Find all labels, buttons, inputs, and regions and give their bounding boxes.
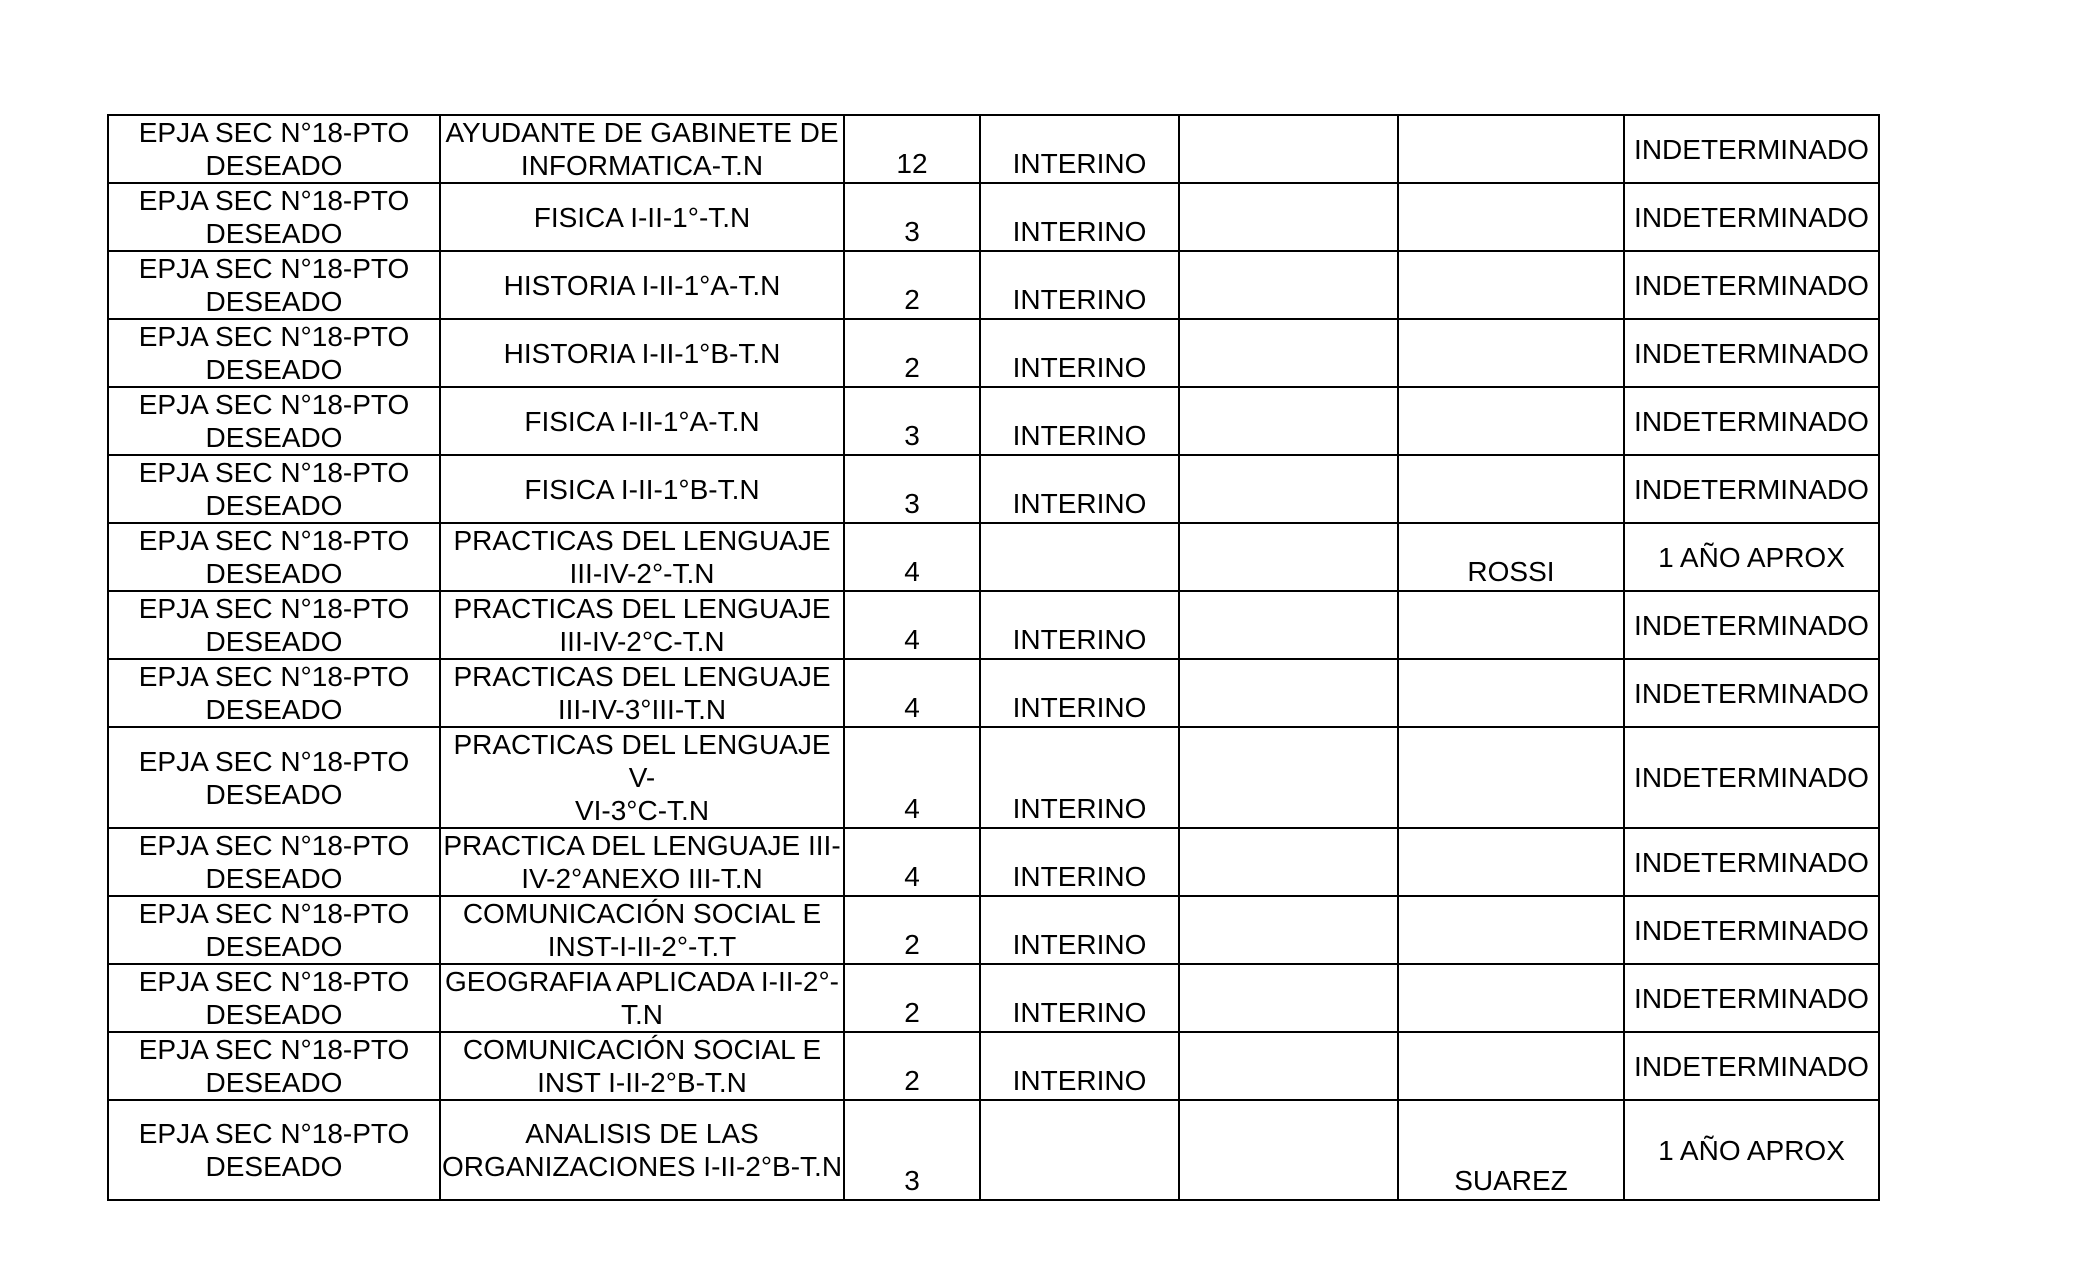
name-value	[1399, 825, 1623, 827]
table-row	[108, 659, 1879, 727]
empty-cell	[1179, 659, 1398, 727]
duration-cell: INDETERMINADO	[1624, 115, 1879, 183]
status-cell	[980, 115, 1179, 183]
empty-cell	[1179, 1100, 1398, 1200]
subject-cell	[440, 251, 844, 319]
status-value: INTERINO	[1012, 861, 1147, 892]
duration-cell: INDETERMINADO	[1624, 828, 1879, 896]
status-value: INTERINO	[1012, 488, 1147, 519]
hours-value: 3	[904, 488, 920, 519]
name-value: ROSSI	[1467, 556, 1555, 587]
duration-cell: INDETERMINADO	[1624, 1032, 1879, 1100]
status-value: INTERINO	[1012, 420, 1147, 451]
name-cell	[1398, 1032, 1624, 1100]
table-row	[108, 896, 1879, 964]
name-value	[1399, 384, 1623, 386]
status-cell	[980, 964, 1179, 1032]
duration-cell: 1 AÑO APROX	[1624, 1100, 1879, 1200]
subject-line-1: COMUNICACIÓN SOCIAL E	[462, 898, 822, 929]
hours-value: 4	[904, 793, 920, 824]
hours-value: 3	[904, 1165, 920, 1196]
status-cell	[980, 659, 1179, 727]
subject-line-1: HISTORIA I-II-1°A-T.N	[503, 269, 781, 301]
table-row	[108, 591, 1879, 659]
hours-cell	[844, 523, 980, 591]
subject-line-1: PRACTICAS DEL LENGUAJE	[453, 525, 831, 556]
name-cell	[1398, 828, 1624, 896]
status-value	[981, 1197, 1178, 1199]
table-row	[108, 387, 1879, 455]
name-value	[1399, 961, 1623, 963]
school-cell: EPJA SEC N°18-PTO DESEADO	[108, 727, 440, 828]
name-value	[1399, 1097, 1623, 1099]
table-row	[108, 183, 1879, 251]
hours-cell	[844, 964, 980, 1032]
subject-line-2: III-IV-3°III-T.N	[557, 694, 727, 725]
empty-cell	[1179, 1032, 1398, 1100]
table-row	[108, 115, 1879, 183]
subject-line-2: INST I-II-2°B-T.N	[537, 1067, 747, 1098]
empty-cell	[1179, 896, 1398, 964]
subject-cell	[440, 1100, 844, 1200]
name-cell	[1398, 115, 1624, 183]
name-cell	[1398, 1100, 1624, 1200]
table-row	[108, 523, 1879, 591]
hours-value: 3	[904, 216, 920, 247]
duration-cell: INDETERMINADO	[1624, 251, 1879, 319]
hours-cell	[844, 387, 980, 455]
hours-cell	[844, 183, 980, 251]
table-row	[108, 1100, 1879, 1200]
status-value	[981, 588, 1178, 590]
hours-value: 12	[896, 148, 928, 179]
duration-cell: INDETERMINADO	[1624, 727, 1879, 828]
empty-cell	[1179, 964, 1398, 1032]
school-cell: EPJA SEC N°18-PTO DESEADO	[108, 828, 440, 896]
status-cell	[980, 828, 1179, 896]
subject-line-1: FISICA I-II-1°B-T.N	[524, 473, 760, 505]
name-value	[1399, 724, 1623, 726]
subject-line-1: PRACTICAS DEL LENGUAJE	[453, 661, 831, 692]
status-value: INTERINO	[1012, 352, 1147, 383]
subject-line-2: INST-I-II-2°-T.T	[547, 931, 737, 962]
name-cell	[1398, 659, 1624, 727]
subject-cell	[440, 896, 844, 964]
status-cell	[980, 523, 1179, 591]
vacancy-table	[107, 114, 1880, 1201]
subject-cell	[440, 1032, 844, 1100]
name-cell	[1398, 387, 1624, 455]
subject-line-1: FISICA I-II-1°-T.N	[533, 201, 751, 233]
subject-line-2: VI-3°C-T.N	[574, 795, 710, 826]
status-cell	[980, 455, 1179, 523]
school-cell: EPJA SEC N°18-PTO DESEADO	[108, 659, 440, 727]
name-cell	[1398, 251, 1624, 319]
school-cell: EPJA SEC N°18-PTO DESEADO	[108, 455, 440, 523]
status-value: INTERINO	[1012, 793, 1147, 824]
hours-cell	[844, 1032, 980, 1100]
subject-cell	[440, 387, 844, 455]
hours-value: 2	[904, 929, 920, 960]
school-cell: EPJA SEC N°18-PTO DESEADO	[108, 115, 440, 183]
name-cell	[1398, 455, 1624, 523]
status-value: INTERINO	[1012, 929, 1147, 960]
status-value: INTERINO	[1012, 284, 1147, 315]
duration-cell: INDETERMINADO	[1624, 591, 1879, 659]
empty-cell	[1179, 455, 1398, 523]
empty-cell	[1179, 251, 1398, 319]
name-cell	[1398, 896, 1624, 964]
name-cell	[1398, 727, 1624, 828]
name-value	[1399, 452, 1623, 454]
subject-cell	[440, 183, 844, 251]
subject-cell	[440, 115, 844, 183]
name-value	[1399, 893, 1623, 895]
hours-cell	[844, 251, 980, 319]
hours-cell	[844, 896, 980, 964]
table-row	[108, 251, 1879, 319]
name-value	[1399, 520, 1623, 522]
table-row	[108, 455, 1879, 523]
status-value: INTERINO	[1012, 692, 1147, 723]
status-cell	[980, 319, 1179, 387]
status-cell	[980, 727, 1179, 828]
hours-value: 4	[904, 692, 920, 723]
subject-line-1: COMUNICACIÓN SOCIAL E	[462, 1034, 822, 1065]
hours-cell	[844, 659, 980, 727]
hours-value: 4	[904, 556, 920, 587]
empty-cell	[1179, 387, 1398, 455]
subject-line-1: PRACTICA DEL LENGUAJE III-	[443, 830, 841, 861]
subject-cell	[440, 964, 844, 1032]
subject-cell	[440, 659, 844, 727]
status-cell	[980, 591, 1179, 659]
subject-line-1: PRACTICAS DEL LENGUAJE	[453, 593, 831, 624]
name-cell	[1398, 964, 1624, 1032]
subject-cell	[440, 828, 844, 896]
empty-cell	[1179, 319, 1398, 387]
status-value: INTERINO	[1012, 216, 1147, 247]
school-cell: EPJA SEC N°18-PTO DESEADO	[108, 1032, 440, 1100]
subject-line-2: III-IV-2°-T.N	[569, 558, 715, 589]
status-cell	[980, 183, 1179, 251]
subject-line-1: ANALISIS DE LAS	[525, 1118, 759, 1149]
empty-cell	[1179, 523, 1398, 591]
subject-line-1: HISTORIA I-II-1°B-T.N	[503, 337, 781, 369]
empty-cell	[1179, 828, 1398, 896]
school-cell: EPJA SEC N°18-PTO DESEADO	[108, 1100, 440, 1200]
hours-cell	[844, 455, 980, 523]
subject-line-2: INFORMATICA-T.N	[520, 150, 764, 181]
name-value	[1399, 316, 1623, 318]
name-value	[1399, 248, 1623, 250]
status-cell	[980, 387, 1179, 455]
duration-cell: 1 AÑO APROX	[1624, 523, 1879, 591]
duration-cell: INDETERMINADO	[1624, 964, 1879, 1032]
subject-line-1: GEOGRAFIA APLICADA I-II-2°-	[445, 966, 839, 997]
duration-cell: INDETERMINADO	[1624, 455, 1879, 523]
subject-line-2: III-IV-2°C-T.N	[559, 626, 725, 657]
hours-value: 2	[904, 352, 920, 383]
subject-line-1: AYUDANTE DE GABINETE DE	[445, 117, 839, 148]
empty-cell	[1179, 727, 1398, 828]
subject-cell	[440, 727, 844, 828]
school-cell: EPJA SEC N°18-PTO DESEADO	[108, 896, 440, 964]
empty-cell	[1179, 115, 1398, 183]
table-row	[108, 319, 1879, 387]
table-row	[108, 964, 1879, 1032]
hours-value: 4	[904, 624, 920, 655]
name-value	[1399, 180, 1623, 182]
school-cell: EPJA SEC N°18-PTO DESEADO	[108, 964, 440, 1032]
subject-line-2: T.N	[621, 999, 663, 1030]
hours-cell	[844, 115, 980, 183]
duration-cell: INDETERMINADO	[1624, 659, 1879, 727]
empty-cell	[1179, 591, 1398, 659]
name-value	[1399, 1029, 1623, 1031]
status-cell	[980, 1032, 1179, 1100]
subject-line-2: ORGANIZACIONES I-II-2°B-T.N	[441, 1151, 843, 1182]
school-cell: EPJA SEC N°18-PTO DESEADO	[108, 183, 440, 251]
hours-value: 2	[904, 997, 920, 1028]
status-value: INTERINO	[1012, 1065, 1147, 1096]
hours-cell	[844, 727, 980, 828]
subject-cell	[440, 523, 844, 591]
table-row	[108, 727, 1879, 828]
subject-cell	[440, 591, 844, 659]
school-cell: EPJA SEC N°18-PTO DESEADO	[108, 591, 440, 659]
hours-value: 4	[904, 861, 920, 892]
subject-cell	[440, 455, 844, 523]
hours-cell	[844, 1100, 980, 1200]
status-value: INTERINO	[1012, 997, 1147, 1028]
school-cell: EPJA SEC N°18-PTO DESEADO	[108, 251, 440, 319]
hours-cell	[844, 591, 980, 659]
duration-cell: INDETERMINADO	[1624, 183, 1879, 251]
name-cell	[1398, 523, 1624, 591]
hours-cell	[844, 828, 980, 896]
status-value: INTERINO	[1012, 148, 1147, 179]
name-value: SUAREZ	[1454, 1165, 1568, 1196]
name-value	[1399, 656, 1623, 658]
duration-cell: INDETERMINADO	[1624, 896, 1879, 964]
status-cell	[980, 251, 1179, 319]
school-cell: EPJA SEC N°18-PTO DESEADO	[108, 523, 440, 591]
hours-value: 2	[904, 1065, 920, 1096]
subject-cell	[440, 319, 844, 387]
hours-value: 2	[904, 284, 920, 315]
empty-cell	[1179, 183, 1398, 251]
status-cell	[980, 896, 1179, 964]
subject-line-1: FISICA I-II-1°A-T.N	[524, 405, 760, 437]
name-cell	[1398, 591, 1624, 659]
school-cell: EPJA SEC N°18-PTO DESEADO	[108, 387, 440, 455]
status-value: INTERINO	[1012, 624, 1147, 655]
name-cell	[1398, 319, 1624, 387]
duration-cell: INDETERMINADO	[1624, 387, 1879, 455]
school-cell: EPJA SEC N°18-PTO DESEADO	[108, 319, 440, 387]
subject-line-2: IV-2°ANEXO III-T.N	[521, 863, 763, 894]
table-row	[108, 828, 1879, 896]
status-cell	[980, 1100, 1179, 1200]
hours-value: 3	[904, 420, 920, 451]
duration-cell: INDETERMINADO	[1624, 319, 1879, 387]
subject-line-1: PRACTICAS DEL LENGUAJE V-	[453, 729, 831, 793]
hours-cell	[844, 319, 980, 387]
name-cell	[1398, 183, 1624, 251]
table-row	[108, 1032, 1879, 1100]
